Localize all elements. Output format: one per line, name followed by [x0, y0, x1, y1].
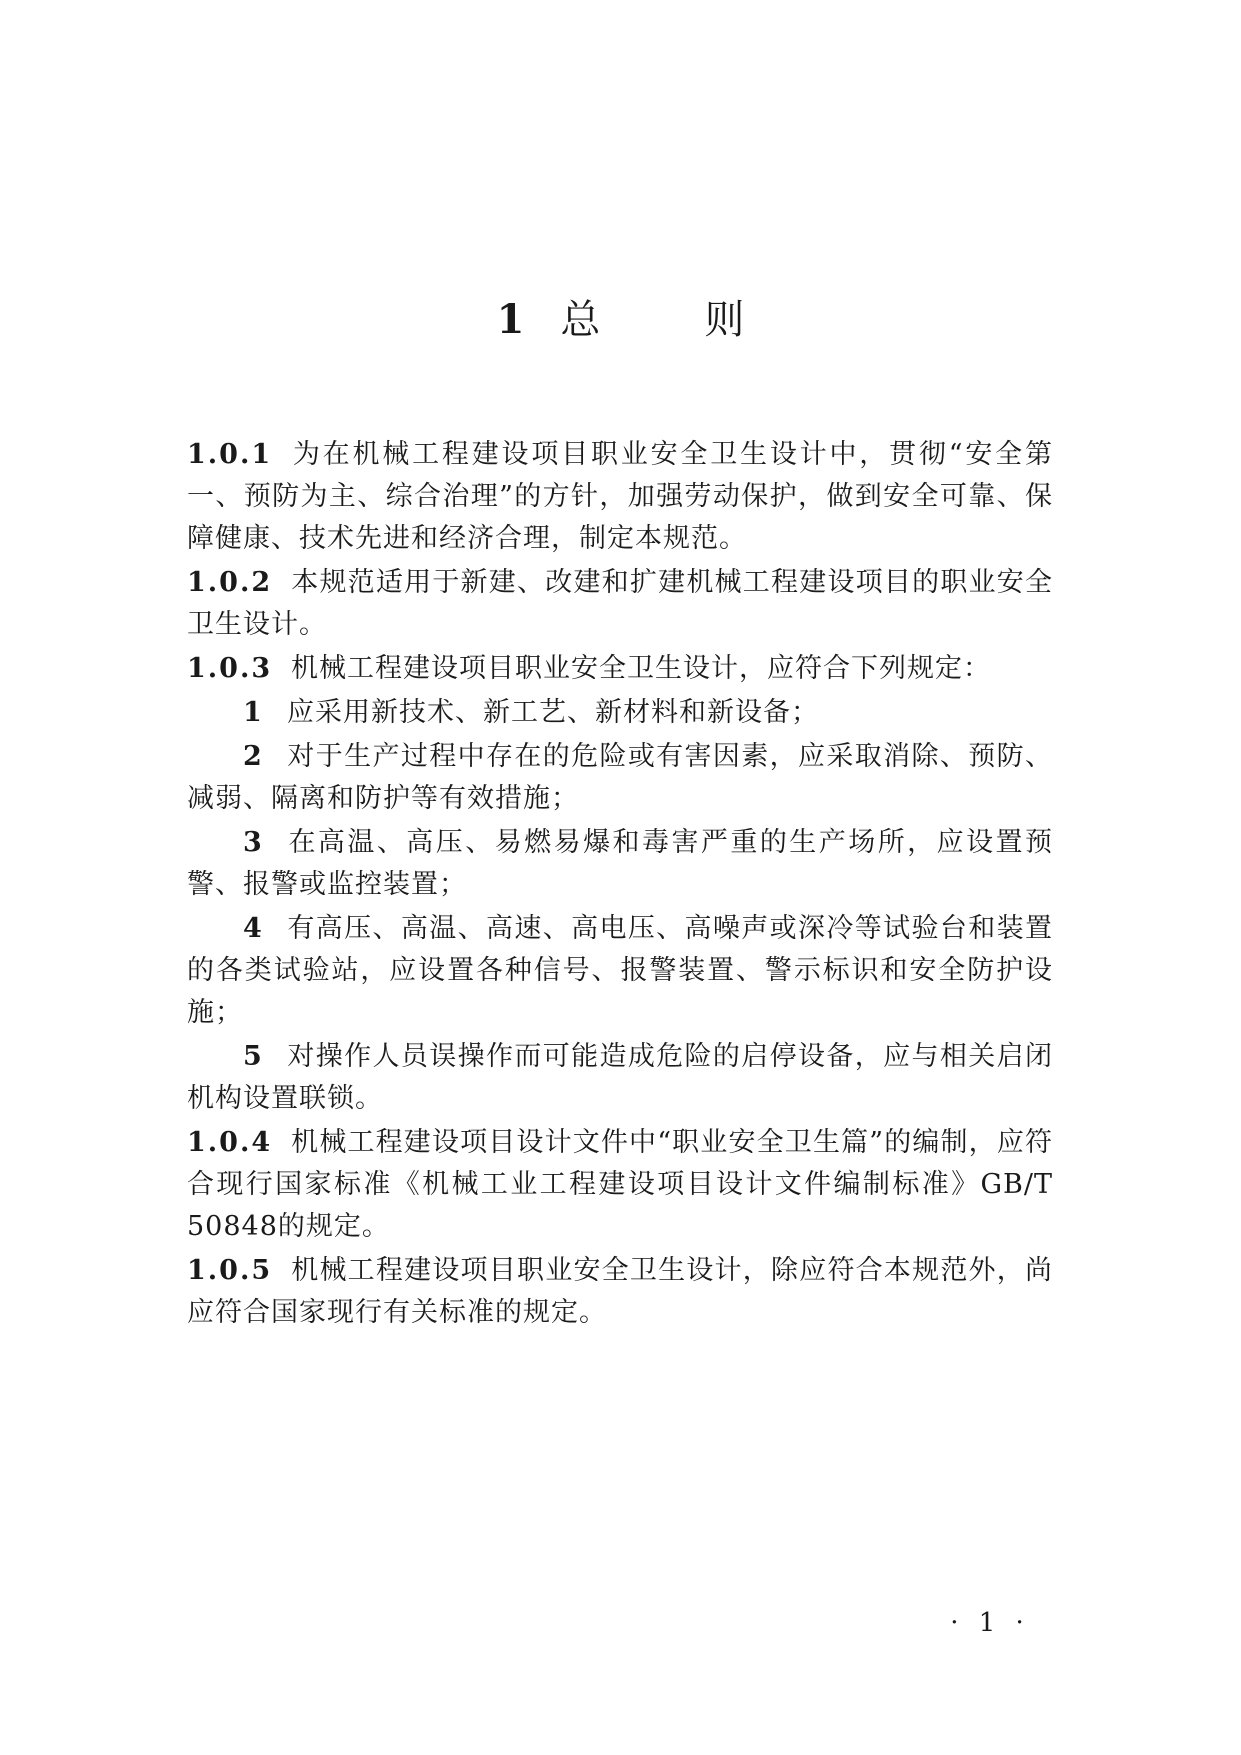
- clause-text: 本规范适用于新建、改建和扩建机械工程建设项目的职业安全卫生设计。: [187, 567, 1053, 640]
- clause-number: 1.0.4: [187, 1127, 273, 1158]
- clause-1-0-2: [187, 562, 1053, 646]
- item-number: 3: [243, 827, 263, 858]
- clause-list: [187, 434, 1053, 1336]
- list-item: [187, 736, 1053, 820]
- clause-text: 机械工程建设项目职业安全卫生设计，除应符合本规范外，尚应符合国家现行有关标准的规定。: [187, 1255, 1053, 1328]
- item-text: 应采用新技术、新工艺、新材料和新设备；: [287, 697, 819, 728]
- clause-number: 1.0.3: [187, 653, 273, 684]
- item-number: 1: [243, 697, 263, 728]
- item-text: 有高压、高温、高速、高电压、高噪声或深冷等试验台和装置的各类试验站，应设置各种信号、报警装置、警示标识和安全防护设施；: [187, 913, 1053, 1028]
- item-text: 对操作人员误操作而可能造成危险的启停设备，应与相关启闭机构设置联锁。: [187, 1041, 1053, 1114]
- list-item: [187, 1036, 1053, 1120]
- clause-1-0-1: [187, 434, 1053, 560]
- clause-text: 机械工程建设项目职业安全卫生设计，应符合下列规定：: [291, 653, 991, 684]
- list-item: [187, 822, 1053, 906]
- item-text: 对于生产过程中存在的危险或有害因素，应采取消除、预防、减弱、隔离和防护等有效措施；: [187, 741, 1053, 814]
- clause-number: 1.0.2: [187, 567, 273, 598]
- clause-text: 机械工程建设项目设计文件中“职业安全卫生篇”的编制，应符合现行国家标准《机械工业工程建设项目设计文件编制标准》GB/T 50848的规定。: [187, 1127, 1053, 1242]
- chapter-number: 1: [496, 296, 525, 343]
- chapter-title: [0, 290, 1241, 350]
- clause-1-0-3: [187, 648, 1053, 690]
- clause-number: 1.0.1: [187, 439, 273, 470]
- list-item: [187, 692, 1053, 734]
- list-item: [187, 908, 1053, 1034]
- clause-text: 为在机械工程建设项目职业安全卫生设计中，贯彻“安全第一、预防为主、综合治理”的方针，加强劳动保护，做到安全可靠、保障健康、技术先进和经济合理，制定本规范。: [187, 439, 1053, 554]
- clause-1-0-5: [187, 1250, 1053, 1334]
- item-number: 2: [243, 741, 263, 772]
- item-text: 在高温、高压、易燃易爆和毒害严重的生产场所，应设置预警、报警或监控装置；: [187, 827, 1053, 900]
- chapter-title-text: 总则: [560, 297, 849, 343]
- page-number: · 1 ·: [950, 1608, 1030, 1638]
- item-number: 5: [243, 1041, 263, 1072]
- item-number: 4: [243, 913, 263, 944]
- clause-number: 1.0.5: [187, 1255, 273, 1286]
- clause-1-0-4: [187, 1122, 1053, 1248]
